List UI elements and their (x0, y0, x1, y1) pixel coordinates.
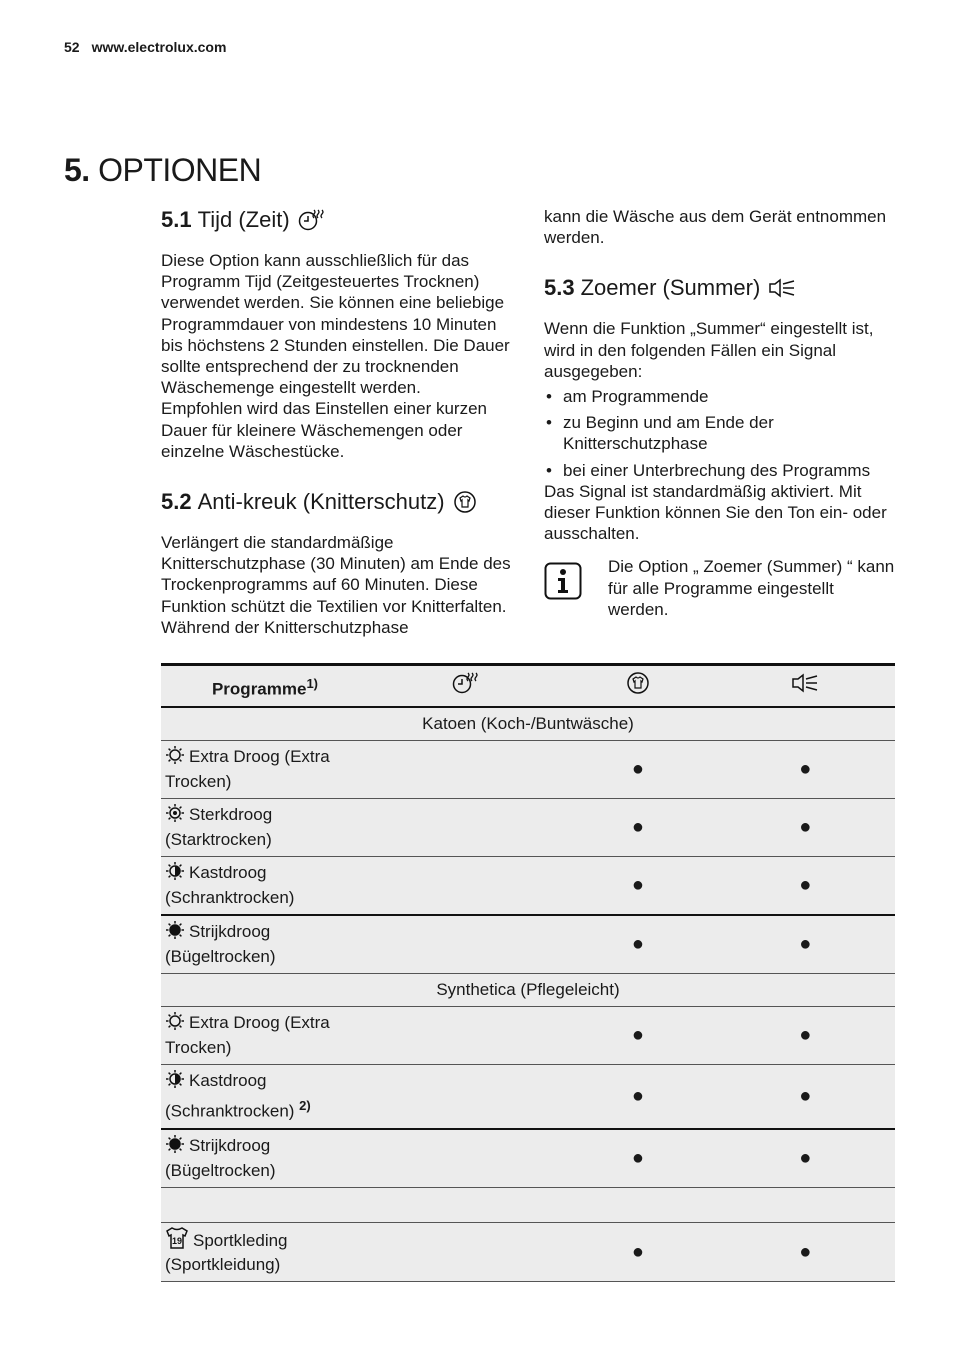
time-cell (369, 1065, 560, 1130)
extra-dry-icon (165, 1011, 185, 1036)
table-row (161, 741, 895, 799)
section-5-2-text: Verlängert die standardmäßige Knitterschutzphase (30 Minuten) am Ende des Trockenprogramms auf 60 Minuten. Diese Funktion schützt die Textilien vor Knitterfalten. Während der Knitterschutzphase (161, 533, 511, 637)
cupboard-dry-icon (165, 861, 185, 886)
anti-crease-cell: ● (560, 1065, 715, 1130)
list-item: • bei einer Unterbrechung des Programms (544, 460, 896, 481)
anti-crease-icon (453, 490, 477, 514)
chapter-name: OPTIONEN (98, 152, 262, 188)
chapter-number: 5. (64, 152, 90, 188)
group-label: Synthetica (Pflegeleicht) (161, 974, 895, 1007)
cupboard-dry-icon (165, 1069, 185, 1094)
site-url: www.electrolux.com (91, 39, 227, 55)
buzzer-icon (768, 277, 796, 299)
section-5-1-text-1: Diese Option kann ausschließlich für das Programm Tijd (Zeitgesteuertes Trocknen) verwendet werden. Sie können eine beliebige Programmdauer von mindestens 10 Minuten bis höchstens 2 Stunden einstellen. Die Dauer sollte entsprechend der zu trocknenden Wäschemenge eingestellt werden. (161, 251, 510, 398)
programme-header: Programme$^{1)}$ (161, 665, 369, 708)
table-empty-row (161, 1188, 895, 1223)
iron-dry-icon (165, 1134, 185, 1159)
table-row (161, 799, 895, 857)
anti-crease-cell: ● (560, 1007, 715, 1065)
programme-name: Kastdroog (Schranktrocken) $^{2)}$ (161, 1065, 369, 1130)
table-row (161, 1223, 895, 1282)
time-cell (369, 1007, 560, 1065)
section-5-1-text-2: Empfohlen wird das Einstellen einer kurzen Dauer für kleinere Wäschemengen oder einzelne Wäschestücke. (161, 399, 488, 461)
time-cell (369, 1129, 560, 1188)
time-cell (369, 799, 560, 857)
anti-crease-cell: ● (560, 915, 715, 974)
buzzer-cell: ● (716, 799, 895, 857)
time-dry-icon (298, 208, 324, 232)
section-5-3-heading: 5.3 Zoemer (Summer) (544, 274, 896, 302)
table-group-row (161, 974, 895, 1007)
section-5-2-heading: 5.2 Anti-kreuk (Knitterschutz) (161, 488, 516, 516)
buzzer-cell: ● (716, 1129, 895, 1188)
anti-crease-icon (626, 680, 650, 699)
signal-list (544, 386, 896, 481)
buzzer-icon (791, 679, 819, 698)
list-item: • am Programmende (544, 386, 896, 407)
section-5-3-outro: Das Signal ist standardmäßig aktiviert. Mit dieser Funktion können Sie den Ton ein- oder ausschalten. (544, 481, 887, 544)
time-column-header (369, 665, 560, 708)
table-row (161, 1129, 895, 1188)
programme-name: Strijkdroog (Bügeltrocken) (161, 1129, 369, 1188)
group-label: Katoen (Koch-/Buntwäsche) (161, 707, 895, 741)
programme-name: Extra Droog (Extra Trocken) (161, 1007, 369, 1065)
buzzer-cell: ● (716, 1007, 895, 1065)
anti-crease-cell: ● (560, 741, 715, 799)
options-table (161, 663, 895, 1282)
programme-name: Strijkdroog (Bügeltrocken) (161, 915, 369, 974)
buzzer-cell: ● (716, 741, 895, 799)
buzzer-cell: ● (716, 1065, 895, 1130)
table-row (161, 857, 895, 916)
info-icon (544, 562, 582, 600)
programme-name: Extra Droog (Extra Trocken) (161, 741, 369, 799)
svg-text:19: 19 (171, 1236, 183, 1246)
buzzer-cell: ● (716, 915, 895, 974)
anti-crease-cell: ● (560, 799, 715, 857)
list-item: • zu Beginn und am Ende der Knitterschutzphase (544, 412, 896, 454)
chapter-title (64, 152, 261, 189)
extra-dry-icon (165, 745, 185, 770)
anti-crease-cell: ● (560, 1223, 715, 1282)
info-note (544, 556, 896, 620)
time-dry-icon (450, 680, 480, 699)
time-cell (369, 915, 560, 974)
table-row (161, 1007, 895, 1065)
strong-dry-icon (165, 803, 185, 828)
left-column (161, 206, 516, 638)
programme-name: 19 Sportkleding (Sportkleidung) (161, 1223, 369, 1282)
time-cell (369, 857, 560, 916)
sportswear-icon (165, 1227, 189, 1254)
buzzer-cell: ● (716, 857, 895, 916)
table-header-row (161, 665, 895, 708)
section-5-3-intro: Wenn die Funktion „Summer“ eingestellt ist, wird in den folgenden Fällen ein Signal ausgegeben: (544, 319, 874, 381)
section-5-2-text-continued: kann die Wäsche aus dem Gerät entnommen werden. (544, 207, 887, 248)
anti-crease-column-header (560, 665, 715, 708)
iron-dry-icon (165, 920, 185, 945)
right-column (544, 206, 896, 620)
anti-crease-cell: ● (560, 857, 715, 916)
programme-name: Sterkdroog (Starktrocken) (161, 799, 369, 857)
page-number: 52 (64, 39, 80, 55)
buzzer-column-header (716, 665, 895, 708)
time-cell (369, 741, 560, 799)
footnote-marker: 2) (299, 1097, 311, 1113)
buzzer-cell: ● (716, 1223, 895, 1282)
table-row (161, 1065, 895, 1130)
empty-cell (161, 1188, 895, 1223)
programme-name: Kastdroog (Schranktrocken) (161, 857, 369, 916)
info-text: Die Option „ Zoemer (Summer) “ kann für alle Programme eingestellt werden. (608, 557, 895, 619)
section-5-1-heading: 5.1 Tijd (Zeit) (161, 206, 516, 234)
time-cell (369, 1223, 560, 1282)
table-group-row (161, 707, 895, 741)
table-row (161, 915, 895, 974)
page-header (64, 39, 226, 55)
anti-crease-cell: ● (560, 1129, 715, 1188)
